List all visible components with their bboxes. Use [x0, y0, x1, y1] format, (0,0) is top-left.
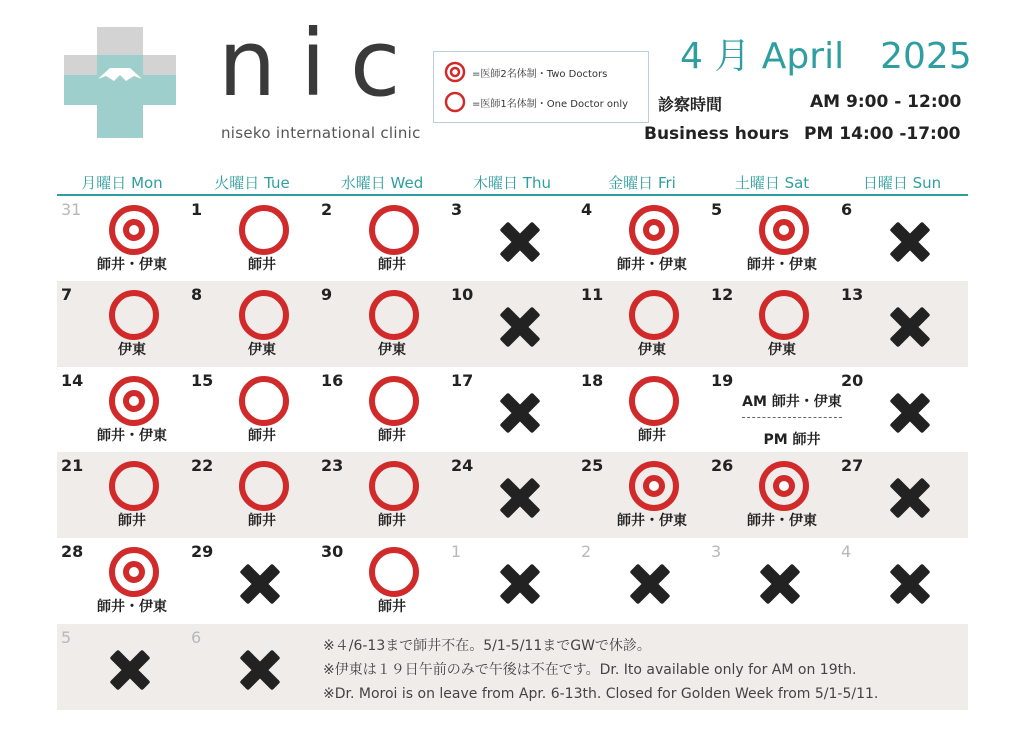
calendar-day [837, 367, 967, 453]
doctor-names: 師井 [638, 428, 666, 444]
day-number: 17 [451, 371, 474, 390]
closed-x-icon [889, 306, 931, 348]
day-number: 2 [581, 542, 592, 561]
doctor-names: 師井・伊東 [617, 257, 687, 273]
single-circle-icon [239, 205, 289, 255]
single-circle-icon [369, 461, 419, 511]
closed-x-icon [499, 392, 541, 434]
calendar-day [57, 538, 187, 624]
calendar-day [317, 367, 447, 453]
day-number: 25 [581, 456, 604, 475]
legend-item-one-doctor [444, 90, 628, 114]
calendar-day [837, 538, 967, 624]
doctor-names: 師井 [248, 428, 276, 444]
calendar-week [57, 367, 968, 452]
single-circle-icon [239, 376, 289, 426]
hours-label-en: Business hours [644, 124, 790, 144]
day-number: 1 [191, 200, 203, 219]
calendar-day [837, 452, 967, 538]
calendar-day [57, 624, 187, 710]
calendar-day [447, 367, 577, 453]
pm-doctors: PM 師井 [763, 432, 821, 448]
calendar-week [57, 281, 968, 367]
doctor-names: 師井 [248, 257, 276, 273]
hours-am: AM 9:00 - 12:00 [810, 92, 962, 112]
closed-x-icon [239, 563, 281, 605]
calendar-day [57, 452, 187, 538]
day-number: 26 [711, 456, 734, 475]
day-number: 21 [61, 456, 84, 475]
doctor-names: 伊東 [118, 342, 146, 358]
calendar-day [707, 538, 837, 624]
day-number: 10 [451, 285, 474, 304]
brand-subtitle: niseko international clinic [221, 124, 421, 142]
day-number: 7 [61, 285, 73, 304]
closed-x-icon [499, 306, 541, 348]
doctor-names: 師井 [118, 513, 146, 529]
day-number: 11 [581, 285, 604, 304]
note-line: ※伊東は１９日午前のみで午後は不在です。Dr. Ito available only for AM on 19th. [323, 662, 857, 678]
calendar-day [187, 452, 317, 538]
weekday-label: 日曜日 Sun [862, 174, 942, 192]
legend-label: =医師1名体制・One Doctor only [472, 98, 629, 110]
calendar-day [187, 624, 317, 710]
calendar-day [57, 367, 187, 453]
calendar-day [317, 281, 447, 367]
calendar-day [57, 196, 187, 282]
weekday-label: 木曜日 Thu [473, 174, 551, 192]
closed-x-icon [499, 563, 541, 605]
calendar-day [187, 538, 317, 624]
day-number: 5 [61, 628, 72, 647]
doctor-names: 伊東 [248, 342, 276, 358]
weekday-label: 火曜日 Tue [214, 174, 290, 192]
single-circle-icon [369, 376, 419, 426]
legend-label: =医師2名体制・Two Doctors [472, 68, 608, 80]
calendar-week [57, 538, 968, 624]
closed-x-icon [889, 221, 931, 263]
closed-x-icon [889, 477, 931, 519]
calendar-week [57, 452, 968, 538]
single-circle-icon [629, 376, 679, 426]
day-number: 29 [191, 542, 214, 561]
doctor-names: 伊東 [378, 342, 406, 358]
calendar-day [707, 452, 837, 538]
double-circle-icon [759, 205, 809, 255]
hours-pm: PM 14:00 -17:00 [804, 124, 961, 144]
calendar-day [707, 367, 842, 453]
calendar-day [317, 452, 447, 538]
calendar-day [187, 196, 317, 282]
single-circle-icon [369, 205, 419, 255]
doctor-names: 師井 [248, 513, 276, 529]
mountain-icon [64, 60, 176, 105]
calendar-day [447, 538, 577, 624]
day-number: 3 [711, 542, 722, 561]
day-number: 13 [841, 285, 864, 304]
day-number: 6 [841, 200, 853, 219]
doctor-names: 師井・伊東 [97, 257, 167, 273]
weekday-label: 土曜日 Sat [734, 174, 810, 192]
double-circle-icon [109, 376, 159, 426]
calendar-week [57, 196, 968, 281]
calendar-day [577, 281, 707, 367]
doctor-names: 師井・伊東 [747, 513, 817, 529]
calendar-day [577, 452, 707, 538]
calendar-day [707, 196, 837, 282]
weekday-label: 月曜日 Mon [81, 174, 163, 192]
day-number: 4 [581, 200, 593, 219]
day-number: 30 [321, 542, 344, 561]
closed-x-icon [889, 563, 931, 605]
day-number: 4 [841, 542, 852, 561]
single-circle-icon [759, 290, 809, 340]
calendar-day [577, 196, 707, 282]
weekday-label: 水曜日 Wed [340, 174, 424, 192]
legend [433, 51, 649, 123]
double-circle-icon [109, 205, 159, 255]
single-circle-icon [629, 290, 679, 340]
hours-label-jp: 診察時間 [658, 95, 723, 114]
notes [323, 634, 878, 706]
day-number: 2 [321, 200, 333, 219]
single-circle-icon [109, 461, 159, 511]
am-doctors: AM 師井・伊東 [742, 394, 842, 410]
calendar-day [317, 538, 447, 624]
day-number: 3 [451, 200, 463, 219]
day-number: 24 [451, 456, 474, 475]
logo-cross-sky-top [97, 27, 143, 55]
closed-x-icon [499, 221, 541, 263]
doctor-names: 師井 [378, 513, 406, 529]
calendar-day [577, 367, 707, 453]
single-circle-icon [369, 290, 419, 340]
calendar-day [837, 196, 967, 282]
single-circle-icon [239, 290, 289, 340]
calendar-day [317, 196, 447, 282]
calendar-day [447, 281, 577, 367]
single-circle-icon [444, 91, 466, 113]
day-number: 9 [321, 285, 333, 304]
calendar-day [707, 281, 837, 367]
day-number: 16 [321, 371, 344, 390]
closed-x-icon [109, 649, 151, 691]
day-number: 31 [61, 200, 82, 219]
legend-item-two-doctors [444, 60, 607, 84]
day-number: 18 [581, 371, 604, 390]
day-number: 28 [61, 542, 84, 561]
calendar-day [187, 367, 317, 453]
weekday-header [57, 172, 968, 194]
single-circle-icon [369, 547, 419, 597]
calendar-day [447, 196, 577, 282]
day-number: 27 [841, 456, 864, 475]
double-circle-icon [444, 61, 466, 83]
weekday-label: 金曜日 Fri [608, 174, 676, 192]
day-number: 14 [61, 371, 84, 390]
closed-x-icon [889, 392, 931, 434]
calendar-day [447, 452, 577, 538]
day-number: 15 [191, 371, 214, 390]
closed-x-icon [759, 563, 801, 605]
day-number: 8 [191, 285, 203, 304]
double-circle-icon [109, 547, 159, 597]
day-number: 5 [711, 200, 723, 219]
closed-x-icon [629, 563, 671, 605]
calendar-day [837, 281, 967, 367]
brand-name: nic [218, 10, 425, 117]
doctor-names: 伊東 [638, 342, 666, 358]
doctor-names: 師井 [378, 428, 406, 444]
closed-x-icon [499, 477, 541, 519]
month-title: 4 月 April 2025 [680, 36, 972, 77]
day-number: 19 [711, 371, 734, 390]
day-number: 12 [711, 285, 734, 304]
day-number: 22 [191, 456, 214, 475]
day-number: 20 [841, 371, 864, 390]
calendar-day [187, 281, 317, 367]
closed-x-icon [239, 649, 281, 691]
doctor-names: 師井・伊東 [97, 599, 167, 615]
doctor-names: 師井・伊東 [617, 513, 687, 529]
single-circle-icon [109, 290, 159, 340]
doctor-names: 伊東 [768, 342, 796, 358]
double-circle-icon [629, 461, 679, 511]
calendar-day [57, 281, 187, 367]
note-line: ※Dr. Moroi is on leave from Apr. 6-13th. Closed for Golden Week from 5/1-5/11. [323, 686, 879, 702]
note-line: ※４/6-13まで師井不在。5/1-5/11までGWで休診。 [323, 638, 651, 654]
double-circle-icon [759, 461, 809, 511]
single-circle-icon [239, 461, 289, 511]
calendar-day [577, 538, 707, 624]
divider [742, 417, 842, 418]
doctor-names: 師井・伊東 [97, 428, 167, 444]
day-number: 1 [451, 542, 462, 561]
doctor-names: 師井 [378, 257, 406, 273]
day-number: 23 [321, 456, 344, 475]
doctor-names: 師井・伊東 [747, 257, 817, 273]
day-number: 6 [191, 628, 202, 647]
doctor-names: 師井 [378, 599, 406, 615]
double-circle-icon [629, 205, 679, 255]
